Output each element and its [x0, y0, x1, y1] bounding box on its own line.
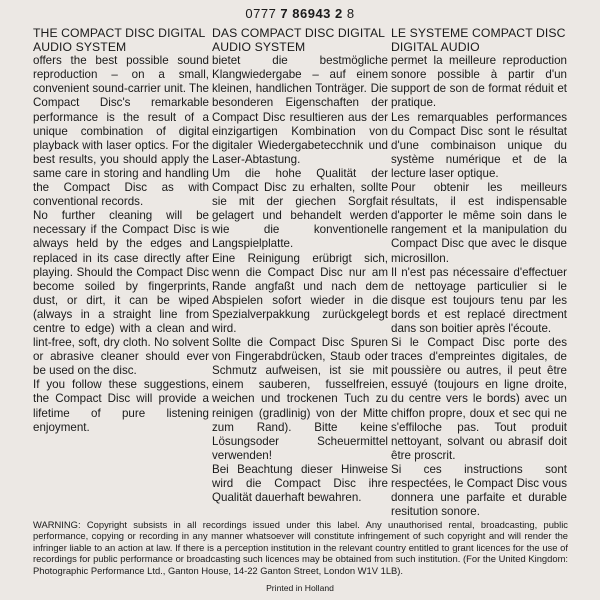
french-paragraph: Si ces instructions sont respectées, le Compact Disc vous donnera une parfaite et durable resitution sonore. — [391, 462, 567, 519]
french-paragraph: Si le Compact Disc porte des traces d'empreintes digitales, de poussière ou autres, il peut être essuyé (toujours en ligne droite, du centre vers le bords) avec un chiffon propre, doux et sec qui ne s'effiloche pas. Tout produit nettoyant, solvant ou abrasif doit être proscrit. — [391, 336, 567, 462]
catalog-number — [0, 6, 600, 21]
german-paragraph: Um die hohe Qualität der Compact Disc zu erhalten, sollte sie mit der giechen Sorgfait gelagert und behandelt werden wie die konventionelle Langspielplatte. — [212, 166, 388, 251]
german-paragraph: Eine Reinigung erübrigt sich, wenn die Compact Disc nur am Rande angfaßt und nach dem Abspielen sofort wieder in die Spezialverpakkung zurückgelegt wird. — [212, 251, 388, 335]
french-paragraph: Il n'est pas nécessaire d'effectuer de nettoyage particulier si le disque est toujours tenu par les bords et est replacé directment dans son boitier après l'écoute. — [391, 265, 567, 335]
french-paragraph: Pour obtenir les meilleurs résultats, il est indispensable d'apporter le même soin dans le rangement et la manipulation du Compact Disc que avec le disque microsillon. — [391, 181, 567, 265]
english-title: THE COMPACT DISC DIGITAL AUDIO SYSTEM — [33, 26, 205, 55]
catalog-suffix: 8 — [342, 6, 355, 21]
german-paragraph: bietet die bestmögliche Klangwiedergabe – auf einem kleinen, handlichen Tonträger. Die besonderen Eigenschaften der Compact Disc resultieren aus der einzigartigen Kombination von digitaler Wiedergabetecchnik und Laser-Abtastung. — [212, 54, 388, 166]
german-column — [212, 26, 388, 505]
catalog-prefix: 0777 — [245, 6, 281, 21]
english-paragraph: offers the best possible sound reproduction – on a small, convenient sound-carrier unit. The Compact Disc's remarkable performance is the result of a unique combination of digital playback with laser optics. For the best results, you should apply the same care in storing and handling the Compact Disc as with conventional records. — [33, 54, 209, 209]
german-title: DAS COMPACT DISC DIGITAL AUDIO SYSTEM — [212, 26, 385, 55]
copyright-warning: WARNING: Copyright subsists in all recordings issued under this label. Any unauthorised rental, broadcasting, public performance, copying or recording in any manner whatsoever will constitute infringement of such copyright and will render the infringer liable to an action at law. If there is a perception institution in the relevant country entitled to grant licences for the use of recordings for public performance or broadcasting such licences may be obtained from such institution. (For the United Kingdom: Photographic Performance Ltd., Ganton House, 14-22 Ganton Street, London W1V 1LB). — [33, 519, 568, 576]
printed-in-label: Printed in Holland — [266, 583, 334, 593]
english-paragraph: If you follow these suggestions, the Compact Disc will provide a lifetime of pure listening enjoyment. — [33, 378, 209, 434]
english-column — [33, 26, 209, 435]
french-title: LE SYSTEME COMPACT DISC DIGITAL AUDIO — [391, 26, 566, 55]
german-paragraph: Sollte die Compact Disc Spuren von Fingerabdrücken, Staub oder Schmutz aufweisen, ist sie mit einem sauberen, fusselfreien, weichen und trockenen Tuch zu reinigen (gradlinig) von der Mitte zum Rand). Bitte keine Lösungsoder Scheuermittel verwenden! — [212, 336, 388, 462]
catalog-main: 7 86943 2 — [280, 6, 343, 21]
french-paragraph: permet la meilleure reproduction sonore possible à partir d'un support de son de format réduit et pratique. — [391, 54, 567, 110]
french-column — [391, 26, 567, 519]
german-paragraph: Bei Beachtung dieser Hinweise wird die Compact Disc ihre Qualität dauerhaft bewahren. — [212, 462, 388, 505]
french-paragraph: Les remarquables performances du Compact Disc sont le résultat d'une combinaison unique du système numérique et de la lecture laser optique. — [391, 110, 567, 180]
english-paragraph: No further cleaning will be necessary if the Compact Disc is always held by the edges and replaced in its case directly after playing. Should the Compact Disc become soiled by fingerprints, dust, or dirt, it can be wiped (always in a straight line from centre to edge) with a clean and lint-free, soft, dry cloth. No solvent or abrasive cleaner should ever be used on the disc. — [33, 209, 209, 378]
